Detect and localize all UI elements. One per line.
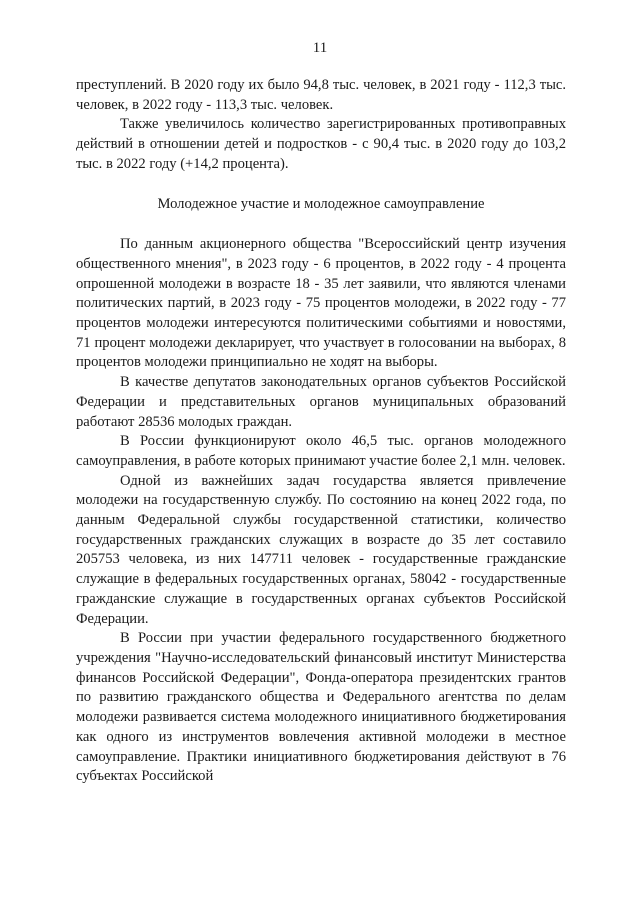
paragraph-civil-service: Одной из важнейших задач государства является привлечение молодежи на государственную службу. По состоянию на конец 2022 года, по данным Федеральной службы государственной статистики, количество государственных гражданских служащих в возрасте до 35 лет составило 205753 человека, из них 147711 человек - государственные гражданские служащие в федеральных государственных органах, 58042 - государственные гражданские служащие в государственных органах субъектов Российской Федерации. [76, 472, 566, 627]
section-heading: Молодежное участие и молодежное самоуправление [157, 195, 485, 212]
paragraph-youth-self-government: В России функционируют около 46,5 тыс. органов молодежного самоуправления, в работе которых принимают участие более 2,1 млн. человек. [76, 433, 566, 469]
paragraph-offenses-against-children: Также увеличилось количество зарегистрированных противоправных действий в отношении детей и подростков - с 90,4 тыс. в 2020 году до 103,2 тыс. в 2022 году (+14,2 процента). [76, 116, 566, 172]
document-body [76, 76, 566, 787]
paragraph-poll-results: По данным акционерного общества "Всероссийский центр изучения общественного мнения", в 2023 году - 6 процентов, в 2022 году - 4 процента опрошенной молодежи в возрасте 18 - 35 лет заявили, что являются членами политических партий, в 2023 году - 75 процентов молодежи, в 2022 году - 77 процентов молодежи интересуются политическими событиями и новостями, 71 процент молодежи декларирует, что участвует в голосовании на выборах, 8 процентов молодежи принципиально не ходят на выборы. [76, 236, 566, 371]
paragraph-deputies: В качестве депутатов законодательных органов субъектов Российской Федерации и представительных органов муниципальных образований работают 28536 молодых граждан. [76, 374, 566, 430]
paragraph-crime-stats-continued: преступлений. В 2020 году их было 94,8 тыс. человек, в 2021 году - 112,3 тыс. человек, в 2022 году - 113,3 тыс. человек. [76, 77, 566, 113]
paragraph-initiative-budgeting: В России при участии федерального государственного бюджетного учреждения "Научно-исследовательский финансовый институт Министерства финансов Российской Федерации", Фонда-оператора президентских грантов по развитию гражданского общества и Федерального агентства по делам молодежи развивается система молодежного инициативного бюджетирования как одного из инструментов вовлечения активной молодежи в местное самоуправление. Практики инициативного бюджетирования действуют в 76 субъектах Российской [76, 630, 566, 785]
page-number: 11 [312, 40, 328, 56]
